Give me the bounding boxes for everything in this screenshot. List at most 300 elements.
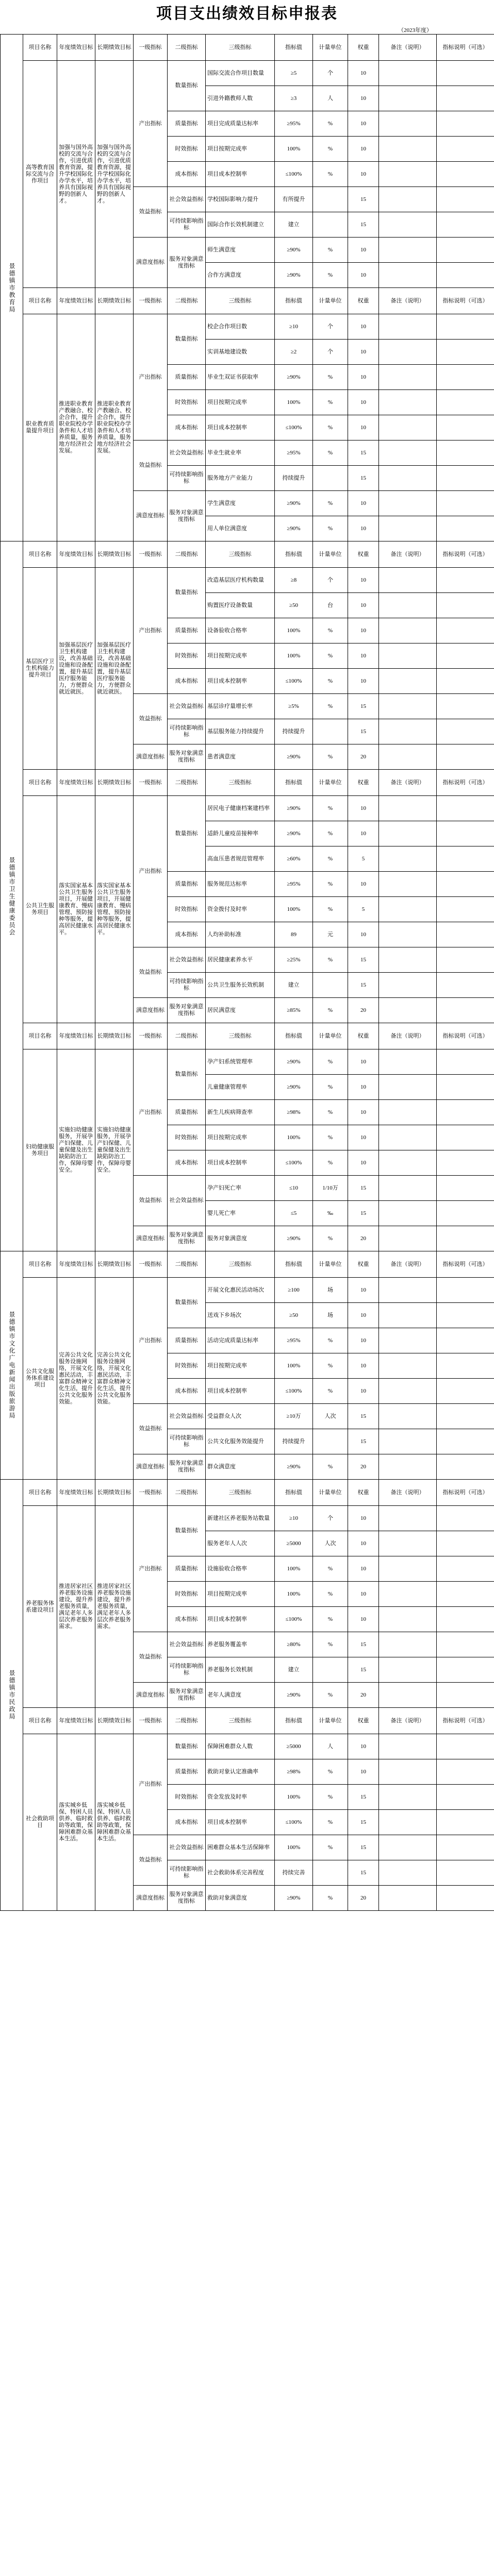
level2-indicator: 服务对象满意度指标 (168, 238, 206, 288)
indicator-note (379, 1734, 437, 1759)
indicator-explain (437, 61, 494, 86)
level2-indicator: 时效指标 (168, 137, 206, 162)
indicator-weight: 15 (348, 947, 379, 973)
level2-indicator: 社会效益指标 (168, 1176, 206, 1226)
level3-indicator: 合作方满意度 (206, 263, 275, 288)
level1-indicator: 效益指标 (134, 694, 168, 744)
indicator-value: ≥10 (275, 1506, 313, 1531)
indicator-value: 建立 (275, 212, 313, 238)
level3-indicator: 患者满意度 (206, 744, 275, 770)
level2-indicator: 成本指标 (168, 1150, 206, 1176)
project-name: 公共卫生服务项目 (23, 796, 57, 1023)
indicator-value: ≥90% (275, 1075, 313, 1100)
indicator-note (379, 1278, 437, 1303)
level1-indicator: 满意度指标 (134, 744, 168, 770)
indicator-weight: 10 (348, 1734, 379, 1759)
level3-indicator: 校企合作项目数 (206, 314, 275, 340)
indicator-explain (437, 618, 494, 643)
level3-indicator: 公共卫生服务长效机制 (206, 973, 275, 998)
level1-indicator: 满意度指标 (134, 491, 168, 541)
level3-indicator: 居民电子健康档案建档率 (206, 796, 275, 821)
header-weight: 权重 (348, 1023, 379, 1049)
indicator-weight: 15 (348, 1201, 379, 1226)
indicator-note (379, 1049, 437, 1075)
indicator-value: ≤100% (275, 415, 313, 440)
header-project: 项目名称 (23, 1708, 57, 1734)
indicator-weight: 10 (348, 1531, 379, 1556)
indicator-note (379, 187, 437, 212)
indicator-note (379, 872, 437, 897)
level2-indicator: 数量指标 (168, 1049, 206, 1100)
level3-indicator: 服务对象满意度 (206, 1226, 275, 1251)
level1-indicator: 产出指标 (134, 796, 168, 947)
indicator-weight: 10 (348, 618, 379, 643)
indicator-explain (437, 1176, 494, 1201)
indicator-weight: 15 (348, 1810, 379, 1835)
header-annual-goal: 年度绩效目标 (57, 288, 95, 314)
indicator-value: ≥5000 (275, 1531, 313, 1556)
indicator-weight: 15 (348, 694, 379, 719)
indicator-value: ≥90% (275, 491, 313, 516)
indicator-unit: 台 (313, 593, 348, 618)
header-value: 指标值 (275, 770, 313, 796)
level2-indicator: 服务对象满意度指标 (168, 1226, 206, 1251)
indicator-value: ≥5% (275, 694, 313, 719)
project-name: 职业教育质量提升项目 (23, 314, 57, 541)
indicator-weight: 15 (348, 1176, 379, 1201)
indicator-unit: % (313, 1759, 348, 1785)
indicator-unit: % (313, 872, 348, 897)
header-long-goal: 长期绩效目标 (95, 35, 134, 61)
level1-indicator: 效益指标 (134, 440, 168, 491)
indicator-weight: 10 (348, 1607, 379, 1632)
indicator-note (379, 263, 437, 288)
header-level3: 三级指标 (206, 1023, 275, 1049)
header-note: 备注（说明） (379, 1023, 437, 1049)
indicator-value: ≥50 (275, 593, 313, 618)
project-name: 妇幼健康服务项目 (23, 1049, 57, 1251)
table-row (1, 1506, 494, 1531)
indicator-explain (437, 1201, 494, 1226)
header-value: 指标值 (275, 1023, 313, 1049)
indicator-explain (437, 1125, 494, 1150)
level3-indicator: 毕业生双证书获取率 (206, 365, 275, 390)
indicator-weight: 15 (348, 187, 379, 212)
level3-indicator: 资金拨付及时率 (206, 897, 275, 922)
level3-indicator: 项目成本控制率 (206, 162, 275, 187)
project-name: 高等教育国际交流与合作项目 (23, 61, 57, 288)
level2-indicator: 质量指标 (168, 1759, 206, 1785)
level1-indicator: 产出指标 (134, 1734, 168, 1835)
indicator-weight: 15 (348, 1860, 379, 1886)
indicator-explain (437, 568, 494, 593)
indicator-note (379, 796, 437, 821)
annual-goal: 完善公共文化服务设施网络，开展文化惠民活动，丰富群众精神文化生活，提升公共文化服务效能。 (57, 1278, 95, 1480)
header-explain: 指标说明（可选） (437, 288, 494, 314)
indicator-unit: % (313, 1150, 348, 1176)
annual-goal: 加强与国外高校的交流与合作，引进优质教育资源，提升学校国际化办学水平，培养具有国际视野的创新人才。 (57, 61, 95, 288)
indicator-weight: 20 (348, 744, 379, 770)
indicator-explain (437, 1632, 494, 1657)
indicator-explain (437, 111, 494, 137)
indicator-explain (437, 1657, 494, 1683)
table-row (1, 61, 494, 86)
level3-indicator: 购置医疗设备数量 (206, 593, 275, 618)
indicator-weight: 20 (348, 1454, 379, 1480)
indicator-unit: % (313, 694, 348, 719)
long-goal: 落实城乡低保、特困人员供养、临时救助等政策，保障困难群众基本生活。 (95, 1734, 134, 1911)
level1-indicator: 效益指标 (134, 1404, 168, 1454)
header-level2: 二级指标 (168, 1708, 206, 1734)
level3-indicator: 居民满意度 (206, 998, 275, 1023)
indicator-note (379, 1176, 437, 1201)
indicator-unit: 个 (313, 1506, 348, 1531)
level3-indicator: 高血压患者规范管理率 (206, 846, 275, 872)
indicator-explain (437, 1454, 494, 1480)
dept-name: 景德镇市教育局 (1, 35, 23, 541)
indicator-weight: 20 (348, 998, 379, 1023)
header-explain: 指标说明（可选） (437, 770, 494, 796)
indicator-unit: % (313, 1835, 348, 1860)
indicator-note (379, 1404, 437, 1429)
level2-indicator: 服务对象满意度指标 (168, 491, 206, 541)
indicator-weight: 10 (348, 263, 379, 288)
indicator-weight: 10 (348, 61, 379, 86)
indicator-value: 100% (275, 390, 313, 415)
indicator-explain (437, 719, 494, 744)
header-value: 指标值 (275, 541, 313, 568)
indicator-note (379, 846, 437, 872)
indicator-explain (437, 238, 494, 263)
indicator-value: 100% (275, 1785, 313, 1810)
level3-indicator: 项目成本控制率 (206, 669, 275, 694)
long-goal: 加强与国外高校的交流与合作，引进优质教育资源，提升学校国际化办学水平，培养具有国际视野的创新人才。 (95, 61, 134, 288)
indicator-explain (437, 1226, 494, 1251)
indicator-weight: 10 (348, 491, 379, 516)
indicator-explain (437, 973, 494, 998)
project-name: 基层医疗卫生机构能力提升项目 (23, 568, 57, 770)
level3-indicator: 项目成本控制率 (206, 1379, 275, 1404)
indicator-note (379, 1886, 437, 1911)
header-weight: 权重 (348, 1480, 379, 1506)
header-level3: 三级指标 (206, 35, 275, 61)
level2-indicator: 数量指标 (168, 1278, 206, 1328)
indicator-value: ≥90% (275, 1886, 313, 1911)
indicator-note (379, 238, 437, 263)
indicator-value: ≤100% (275, 669, 313, 694)
level2-indicator: 成本指标 (168, 162, 206, 187)
indicator-explain (437, 947, 494, 973)
indicator-explain (437, 1810, 494, 1835)
indicator-value: ≥90% (275, 516, 313, 541)
indicator-explain (437, 1429, 494, 1454)
indicator-unit: % (313, 1607, 348, 1632)
indicator-value: 100% (275, 618, 313, 643)
indicator-unit: % (313, 390, 348, 415)
level3-indicator: 国际交流合作项目数量 (206, 61, 275, 86)
indicator-weight: 10 (348, 1506, 379, 1531)
level2-indicator: 可持续影响指标 (168, 466, 206, 491)
dept-name: 景德镇市卫生健康委员会 (1, 541, 23, 1251)
indicator-value: 100% (275, 1353, 313, 1379)
indicator-weight: 15 (348, 973, 379, 998)
header-explain: 指标说明（可选） (437, 1251, 494, 1278)
indicator-explain (437, 1353, 494, 1379)
header-note: 备注（说明） (379, 770, 437, 796)
level3-indicator: 开展文化惠民活动场次 (206, 1278, 275, 1303)
level2-indicator: 数量指标 (168, 568, 206, 618)
indicator-unit: % (313, 440, 348, 466)
annual-goal: 推进职业教育产教融合、校企合作，提升职业院校办学条件和人才培养质量，服务地方经济社会发展。 (57, 314, 95, 541)
header-value: 指标值 (275, 1480, 313, 1506)
level2-indicator: 时效指标 (168, 643, 206, 669)
header-note: 备注（说明） (379, 35, 437, 61)
level2-indicator: 可持续影响指标 (168, 1657, 206, 1683)
level3-indicator: 养老服务长效机制 (206, 1657, 275, 1683)
indicator-unit: % (313, 1810, 348, 1835)
annual-goal: 落实城乡低保、特困人员供养、临时救助等政策，保障困难群众基本生活。 (57, 1734, 95, 1911)
indicator-value: ≥90% (275, 263, 313, 288)
level3-indicator: 服务规范达标率 (206, 872, 275, 897)
level3-indicator: 基层服务能力持续提升 (206, 719, 275, 744)
header-note: 备注（说明） (379, 1708, 437, 1734)
level3-indicator: 项目按期完成率 (206, 1125, 275, 1150)
level3-indicator: 项目按期完成率 (206, 137, 275, 162)
indicator-note (379, 973, 437, 998)
indicator-weight: 15 (348, 1835, 379, 1860)
level3-indicator: 实训基地建设数 (206, 340, 275, 365)
level2-indicator: 社会效益指标 (168, 440, 206, 466)
header-level2: 二级指标 (168, 541, 206, 568)
indicator-unit: % (313, 1353, 348, 1379)
indicator-value: ≥98% (275, 1759, 313, 1785)
indicator-value: 有所提升 (275, 187, 313, 212)
indicator-weight: 15 (348, 1404, 379, 1429)
indicator-value: ≥5000 (275, 1734, 313, 1759)
level2-indicator: 成本指标 (168, 415, 206, 440)
indicator-explain (437, 1683, 494, 1708)
indicator-value: ≥90% (275, 821, 313, 846)
header-unit: 计量单位 (313, 35, 348, 61)
indicator-weight: 10 (348, 1353, 379, 1379)
header-unit: 计量单位 (313, 770, 348, 796)
indicator-unit: 人 (313, 86, 348, 111)
header-project: 项目名称 (23, 541, 57, 568)
annual-goal: 实施妇幼健康服务，开展孕产妇保健、儿童保健及出生缺陷防治工作，保障母婴安全。 (57, 1049, 95, 1251)
level2-indicator: 数量指标 (168, 796, 206, 872)
indicator-note (379, 1506, 437, 1531)
header-level3: 三级指标 (206, 1251, 275, 1278)
level2-indicator: 数量指标 (168, 61, 206, 111)
indicator-weight: 10 (348, 390, 379, 415)
indicator-explain (437, 340, 494, 365)
indicator-value: ≥90% (275, 1049, 313, 1075)
indicator-note (379, 1303, 437, 1328)
level3-indicator: 项目按期完成率 (206, 390, 275, 415)
indicator-value: 100% (275, 897, 313, 922)
indicator-value: ≥80% (275, 1632, 313, 1657)
level2-indicator: 时效指标 (168, 897, 206, 922)
indicator-explain (437, 1835, 494, 1860)
indicator-explain (437, 593, 494, 618)
indicator-note (379, 516, 437, 541)
indicator-explain (437, 314, 494, 340)
indicator-value: ≤100% (275, 1150, 313, 1176)
level2-indicator: 质量指标 (168, 618, 206, 643)
header-note: 备注（说明） (379, 1251, 437, 1278)
indicator-unit: % (313, 1226, 348, 1251)
indicator-note (379, 1100, 437, 1125)
indicator-explain (437, 1404, 494, 1429)
indicator-explain (437, 440, 494, 466)
indicator-weight: 10 (348, 872, 379, 897)
indicator-explain (437, 744, 494, 770)
table-row (1, 568, 494, 593)
level1-indicator: 产出指标 (134, 1506, 168, 1632)
level2-indicator: 可持续影响指标 (168, 719, 206, 744)
indicator-explain (437, 694, 494, 719)
indicator-weight: 20 (348, 1886, 379, 1911)
level2-indicator: 社会效益指标 (168, 187, 206, 212)
indicator-weight: 10 (348, 340, 379, 365)
indicator-explain (437, 491, 494, 516)
indicator-weight: 10 (348, 1075, 379, 1100)
level2-indicator: 社会效益指标 (168, 1835, 206, 1860)
indicator-note (379, 922, 437, 947)
level2-indicator: 质量指标 (168, 111, 206, 137)
indicator-note (379, 137, 437, 162)
level3-indicator: 项目成本控制率 (206, 415, 275, 440)
header-note: 备注（说明） (379, 288, 437, 314)
level1-indicator: 产出指标 (134, 1278, 168, 1404)
indicator-weight: 15 (348, 212, 379, 238)
level2-indicator: 成本指标 (168, 1810, 206, 1835)
indicator-explain (437, 1582, 494, 1607)
indicator-weight: 10 (348, 669, 379, 694)
level3-indicator: 项目完成质量达标率 (206, 111, 275, 137)
header-note: 备注（说明） (379, 1480, 437, 1506)
indicator-explain (437, 263, 494, 288)
level3-indicator: 设备验收合格率 (206, 618, 275, 643)
indicator-unit: % (313, 111, 348, 137)
indicator-weight: 10 (348, 593, 379, 618)
indicator-unit: % (313, 491, 348, 516)
level2-indicator: 质量指标 (168, 1100, 206, 1125)
indicator-value: 持续提升 (275, 466, 313, 491)
level3-indicator: 孕产妇死亡率 (206, 1176, 275, 1201)
indicator-explain (437, 466, 494, 491)
indicator-value: ≥90% (275, 1226, 313, 1251)
header-level1: 一级指标 (134, 1023, 168, 1049)
indicator-note (379, 162, 437, 187)
indicator-unit: % (313, 1049, 348, 1075)
indicator-weight: 10 (348, 568, 379, 593)
header-unit: 计量单位 (313, 1708, 348, 1734)
indicator-explain (437, 212, 494, 238)
level1-indicator: 产出指标 (134, 314, 168, 440)
level2-indicator: 成本指标 (168, 1379, 206, 1404)
header-row (1, 1251, 494, 1278)
header-weight: 权重 (348, 541, 379, 568)
indicator-note (379, 1657, 437, 1683)
indicator-value: ≥2 (275, 340, 313, 365)
header-long-goal: 长期绩效目标 (95, 1708, 134, 1734)
performance-table (0, 34, 494, 1911)
header-annual-goal: 年度绩效目标 (57, 1480, 95, 1506)
indicator-unit (313, 1860, 348, 1886)
level3-indicator: 项目按期完成率 (206, 643, 275, 669)
indicator-note (379, 947, 437, 973)
indicator-note (379, 212, 437, 238)
level3-indicator: 设施验收合格率 (206, 1556, 275, 1582)
annual-goal: 落实国家基本公共卫生服务项目，开展健康教育、慢病管理、预防接种等服务，提高居民健康水平。 (57, 796, 95, 1023)
header-weight: 权重 (348, 1708, 379, 1734)
header-annual-goal: 年度绩效目标 (57, 541, 95, 568)
header-explain: 指标说明（可选） (437, 1708, 494, 1734)
indicator-unit (313, 466, 348, 491)
indicator-weight: 10 (348, 1150, 379, 1176)
indicator-unit: ‰ (313, 1201, 348, 1226)
indicator-unit: % (313, 1582, 348, 1607)
indicator-note (379, 593, 437, 618)
indicator-value: 持续完善 (275, 1860, 313, 1886)
level3-indicator: 学生满意度 (206, 491, 275, 516)
indicator-unit (313, 187, 348, 212)
level3-indicator: 服务老年人人次 (206, 1531, 275, 1556)
header-level2: 二级指标 (168, 35, 206, 61)
indicator-unit (313, 1657, 348, 1683)
indicator-value: ≥50 (275, 1303, 313, 1328)
indicator-note (379, 1531, 437, 1556)
level2-indicator: 质量指标 (168, 872, 206, 897)
header-row (1, 770, 494, 796)
indicator-note (379, 744, 437, 770)
indicator-note (379, 1201, 437, 1226)
level2-indicator: 服务对象满意度指标 (168, 1683, 206, 1708)
level3-indicator: 老年人满意度 (206, 1683, 275, 1708)
indicator-explain (437, 821, 494, 846)
indicator-value: 100% (275, 643, 313, 669)
indicator-note (379, 1860, 437, 1886)
indicator-note (379, 821, 437, 846)
level3-indicator: 项目成本控制率 (206, 1150, 275, 1176)
indicator-explain (437, 1278, 494, 1303)
level2-indicator: 服务对象满意度指标 (168, 1886, 206, 1911)
indicator-weight: 10 (348, 314, 379, 340)
header-row (1, 541, 494, 568)
level2-indicator: 可持续影响指标 (168, 973, 206, 998)
level1-indicator: 满意度指标 (134, 238, 168, 288)
level3-indicator: 项目按期完成率 (206, 1353, 275, 1379)
indicator-unit (313, 973, 348, 998)
header-level2: 二级指标 (168, 770, 206, 796)
header-row (1, 1023, 494, 1049)
header-unit: 计量单位 (313, 288, 348, 314)
indicator-note (379, 314, 437, 340)
level2-indicator: 质量指标 (168, 365, 206, 390)
indicator-unit: % (313, 263, 348, 288)
indicator-explain (437, 162, 494, 187)
table-row (1, 1278, 494, 1303)
header-project: 项目名称 (23, 288, 57, 314)
indicator-value: ≥90% (275, 365, 313, 390)
header-unit: 计量单位 (313, 1023, 348, 1049)
indicator-unit: % (313, 1632, 348, 1657)
header-level1: 一级指标 (134, 288, 168, 314)
indicator-unit: 元 (313, 922, 348, 947)
indicator-weight: 10 (348, 1556, 379, 1582)
header-unit: 计量单位 (313, 1251, 348, 1278)
